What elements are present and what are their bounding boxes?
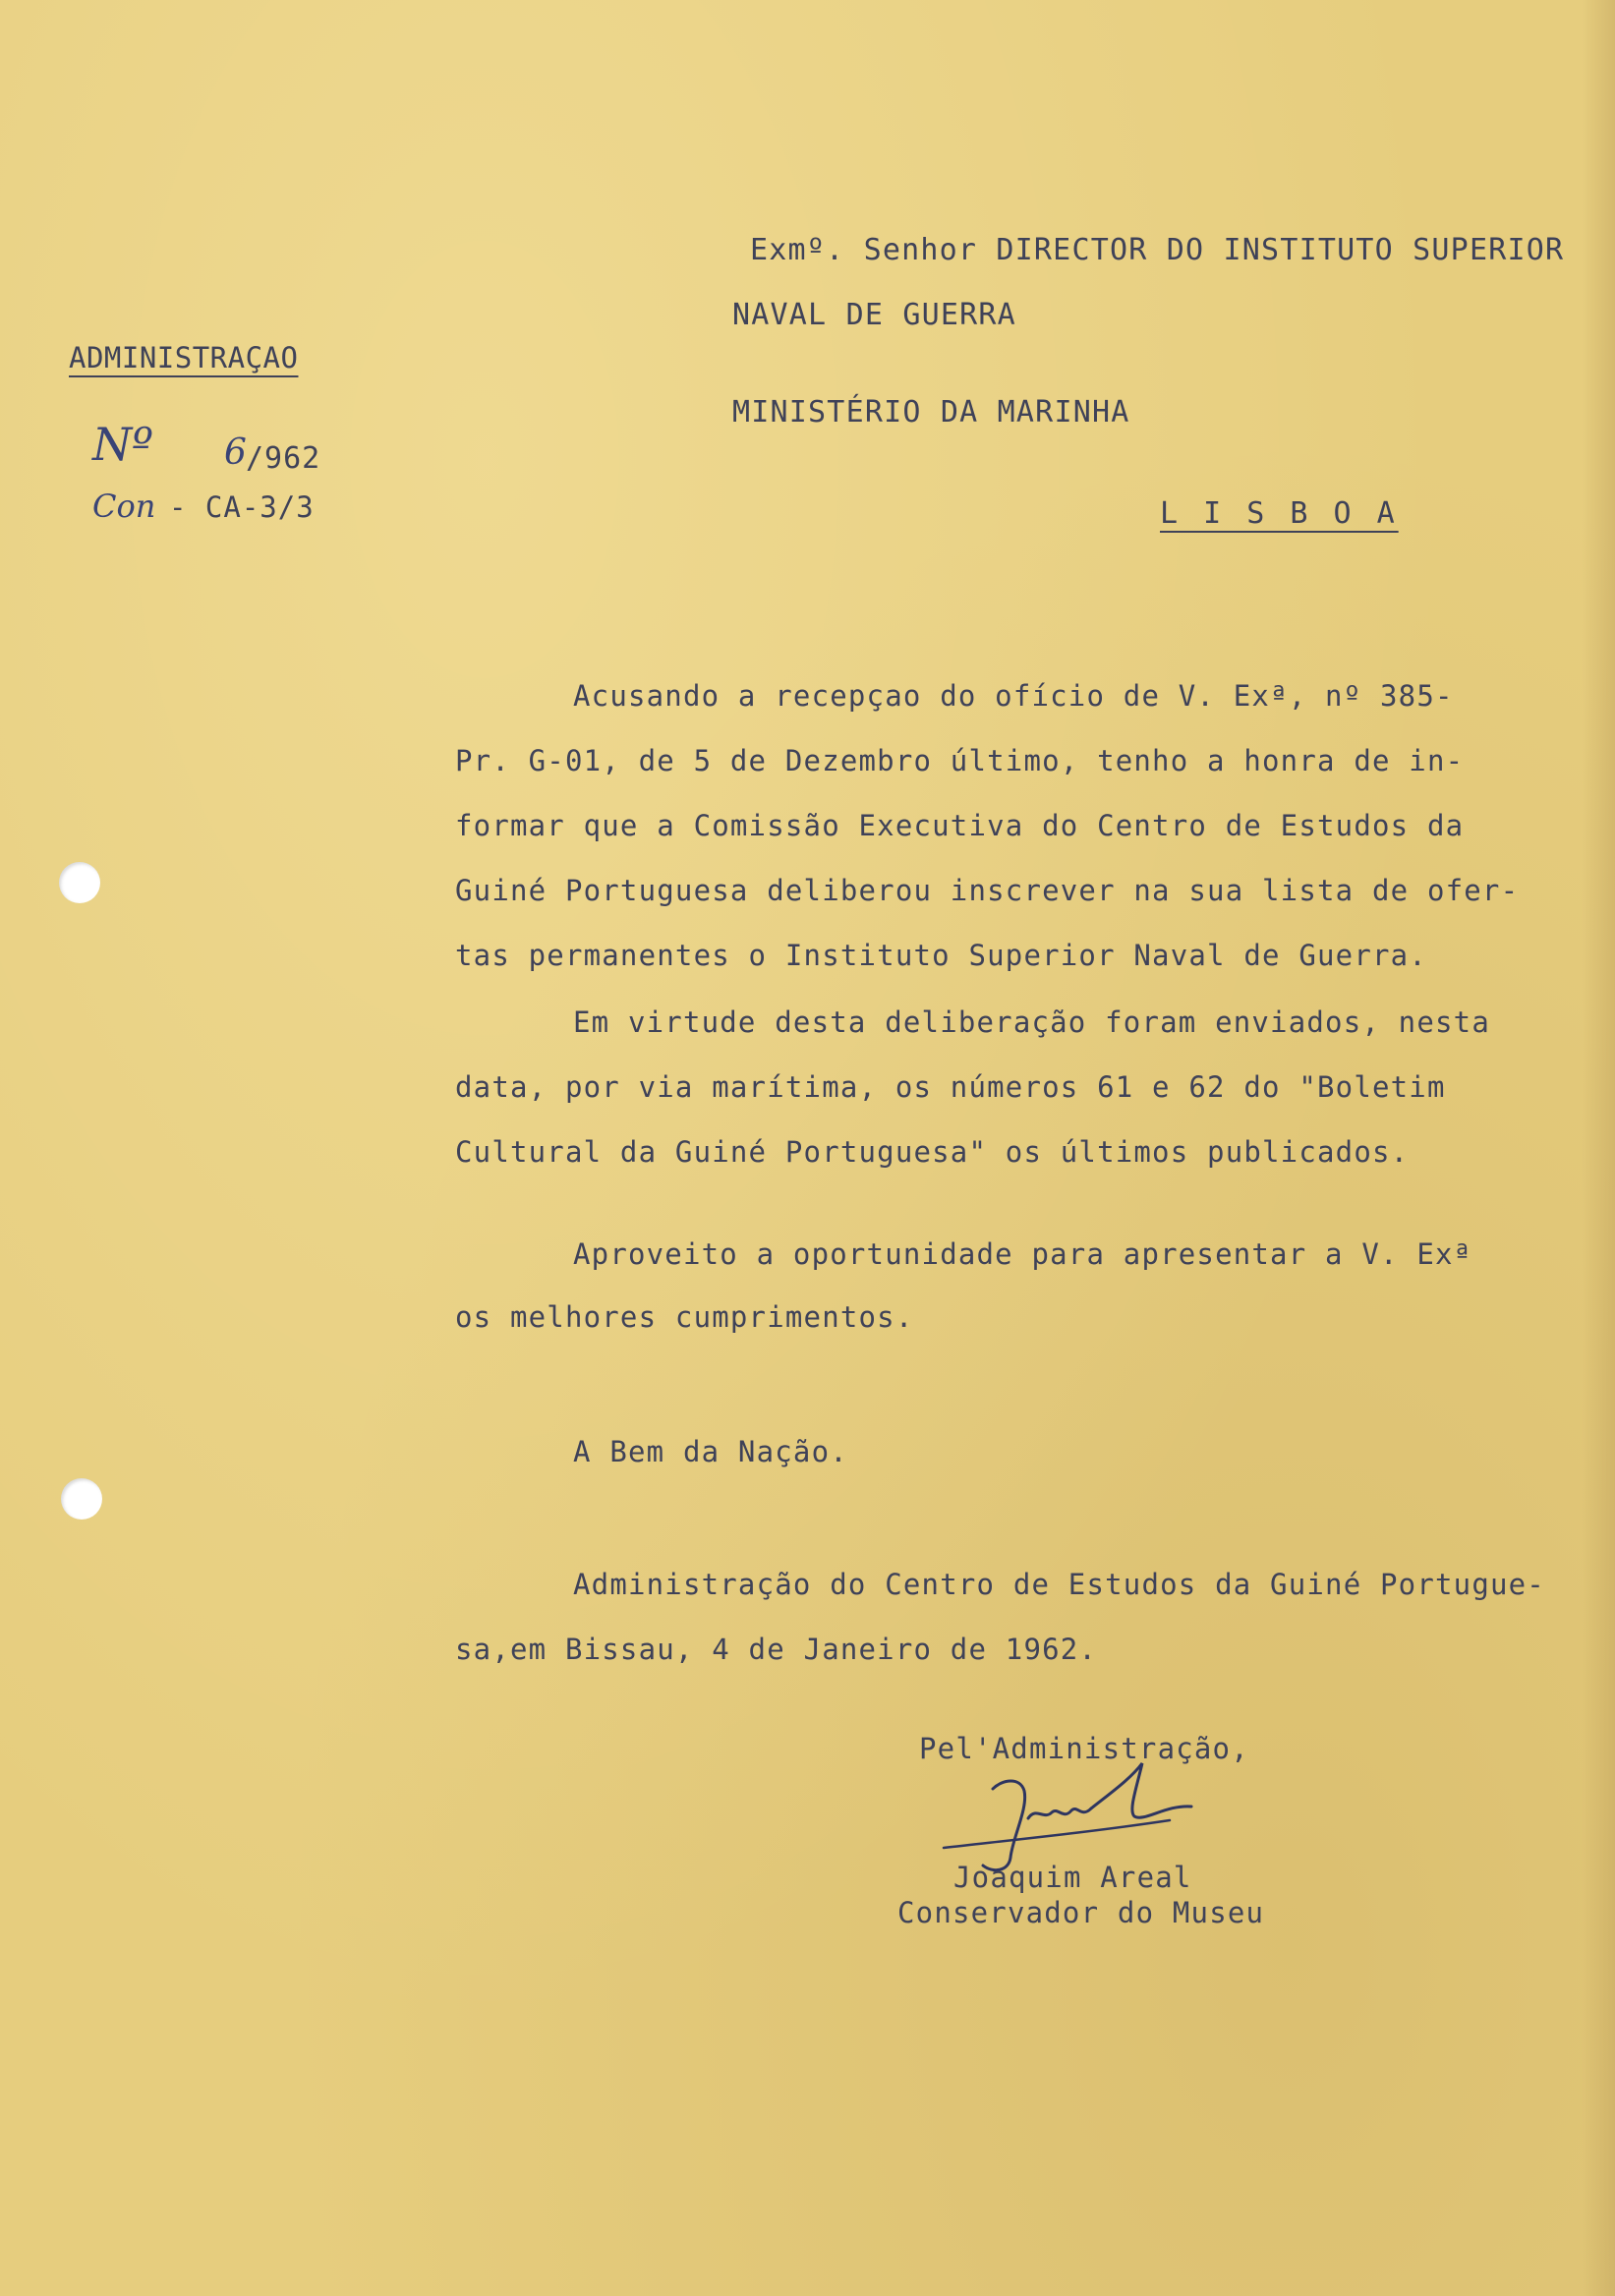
paragraph3-line-2: os melhores cumprimentos.: [455, 1300, 914, 1334]
paragraph1-line-5: tas permanentes o Instituto Superior Naval de Guerra.: [455, 939, 1427, 972]
recipient-line-2: NAVAL DE GUERRA: [732, 298, 1016, 332]
place-date-line-2: sa,em Bissau, 4 de Janeiro de 1962.: [455, 1633, 1098, 1666]
paragraph2-line-3: Cultural da Guiné Portuguesa" os últimos publicados.: [455, 1135, 1410, 1169]
margin-number: 6: [224, 432, 247, 473]
paragraph2-line-2: data, por via marítima, os números 61 e 62 do "Boletim: [455, 1070, 1446, 1104]
place-date-line-1: Administração do Centro de Estudos da Guiné Portugue-: [573, 1568, 1545, 1601]
salutation: A Bem da Nação.: [573, 1435, 848, 1468]
paragraph1-line-3: formar que a Comissão Executiva do Centro de Estudos da: [455, 809, 1465, 842]
margin-heading: ADMINISTRAÇAO: [69, 341, 299, 374]
signature-on-behalf: Pel'Administração,: [919, 1732, 1249, 1765]
paragraph1-line-1: Acusando a recepçao do ofício de V. Exª, nº 385-: [573, 679, 1454, 713]
recipient-line-1: Exmº. Senhor DIRECTOR DO INSTITUTO SUPERIOR: [750, 233, 1565, 267]
margin-number-prefix: Nº: [92, 418, 153, 471]
signature-title: Conservador do Museu: [897, 1896, 1265, 1929]
recipient-city: L I S B O A: [1160, 496, 1399, 531]
page-right-edge-shadow: [1582, 0, 1615, 2296]
handwritten-signature: [934, 1750, 1248, 1877]
punch-hole-bottom: [61, 1478, 102, 1520]
paragraph3-line-1: Aproveito a oportunidade para apresentar a V. Exª: [573, 1237, 1472, 1271]
margin-ref-prefix: Con: [92, 488, 156, 525]
signature-name: Joaquim Areal: [953, 1861, 1192, 1894]
paragraph1-line-2: Pr. G-01, de 5 de Dezembro último, tenho a honra de in-: [455, 744, 1465, 777]
punch-hole-top: [59, 862, 100, 903]
paragraph1-line-4: Guiné Portuguesa deliberou inscrever na sua lista de ofer-: [455, 874, 1520, 907]
paragraph2-line-1: Em virtude desta deliberação foram enviados, nesta: [573, 1005, 1490, 1039]
recipient-line-3: MINISTÉRIO DA MARINHA: [732, 395, 1130, 430]
margin-ref: - CA-3/3: [169, 490, 315, 524]
margin-year: /962: [246, 441, 321, 476]
